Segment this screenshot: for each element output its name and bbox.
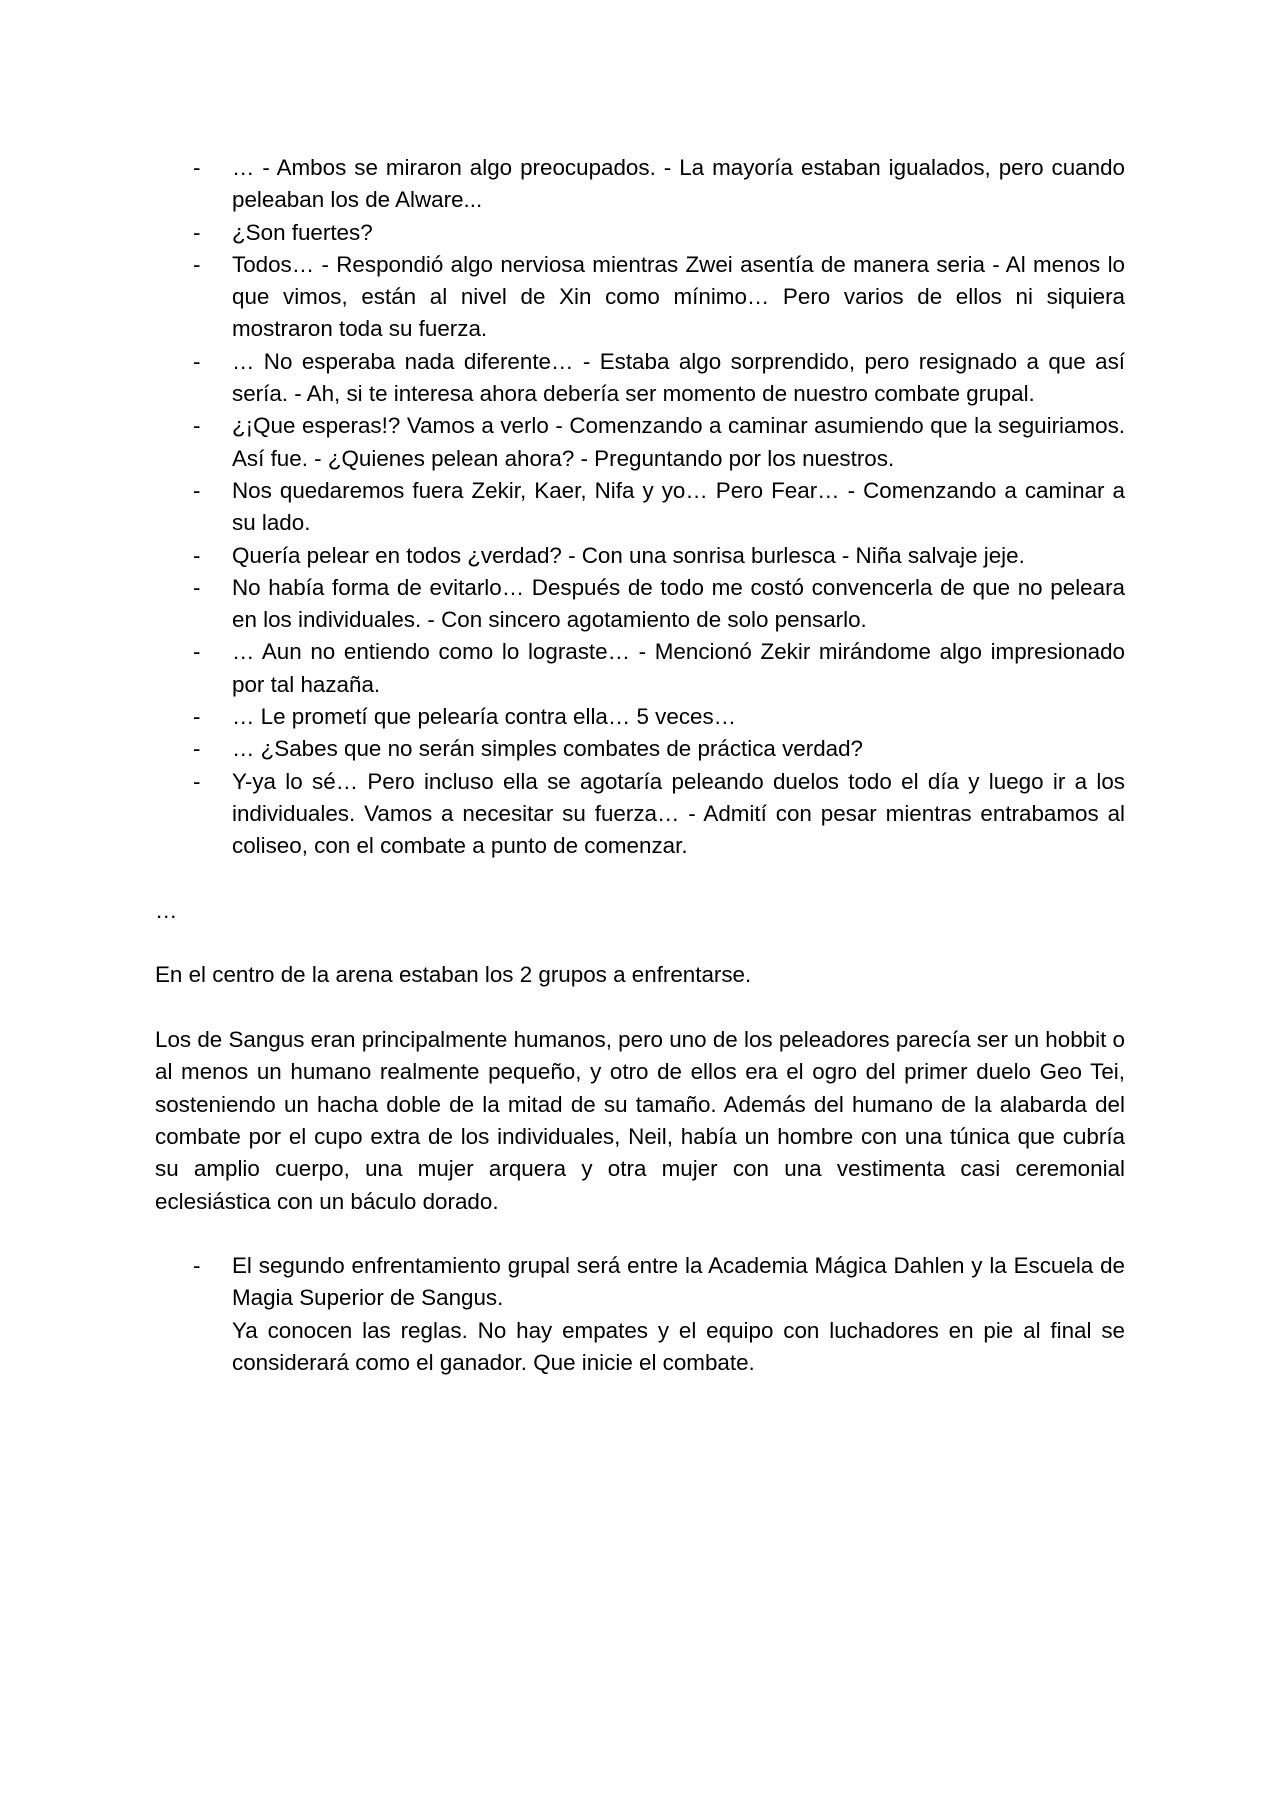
bullet-dash: -: [193, 251, 201, 277]
dialogue-line: [155, 766, 1125, 863]
dialogue-line: [155, 152, 1125, 217]
bullet-dash: -: [193, 219, 201, 245]
dialogue-text: Todos… - Respondió algo nerviosa mientras Zwei asentía de manera seria - Al menos lo que vimos, están al nivel de Xin como mínimo… Pero varios de ellos ni siquiera mostraron toda su fuerza.: [232, 251, 1125, 342]
blank-line: [155, 992, 1125, 1024]
dialogue-text: ¿Son fuertes?: [232, 219, 373, 245]
dialogue-line: [155, 572, 1125, 637]
bullet-dash: -: [193, 542, 201, 568]
scene-separator: …: [155, 897, 178, 923]
announcement-line: [155, 1250, 1125, 1379]
bullet-dash: -: [193, 768, 201, 794]
bullet-dash: -: [193, 1253, 201, 1279]
dialogue-list: [155, 152, 1125, 863]
bullet-dash: -: [193, 639, 201, 665]
paragraph-arena: En el centro de la arena estaban los 2 grupos a enfrentarse.: [155, 962, 752, 988]
dialogue-text: Y-ya lo sé… Pero incluso ella se agotaría peleando duelos todo el día y luego ir a los individuales. Vamos a necesitar su fuerza… - Admití con pesar mientras entrabamos al coliseo, con el combate a punto de comenzar.: [232, 768, 1125, 859]
dialogue-line: [155, 249, 1125, 346]
bullet-dash: -: [193, 477, 201, 503]
dialogue-line: [155, 410, 1125, 475]
blank-line: [155, 927, 1125, 959]
bullet-dash: -: [193, 155, 201, 180]
dialogue-text: … ¿Sabes que no serán simples combates de práctica verdad?: [232, 736, 864, 762]
dialogue-text: … - Ambos se miraron algo preocupados. - La mayoría estaban igualados, pero cuando peleaban los de Alware...: [232, 155, 1125, 213]
dialogue-text: Quería pelear en todos ¿verdad? - Con una sonrisa burlesca - Niña salvaje jeje.: [232, 542, 1025, 568]
document-page: [155, 152, 1125, 1379]
dialogue-line: [155, 733, 1125, 765]
dialogue-line: [155, 475, 1125, 540]
dialogue-line: [155, 346, 1125, 411]
dialogue-text: … No esperaba nada diferente… - Estaba algo sorprendido, pero resignado a que así sería. - Ah, si te interesa ahora debería ser momento de nuestro combate grupal.: [232, 348, 1125, 407]
blank-line: [155, 1218, 1125, 1250]
announcement-text: Ya conocen las reglas. No hay empates y el equipo con luchadores en pie al final se considerará como el ganador. Que inicie el combate.: [232, 1317, 1125, 1375]
dialogue-text: ¿¡Que esperas!? Vamos a verlo - Comenzando a caminar asumiendo que la seguiriamos. Así fue. - ¿Quienes pelean ahora? - Preguntando por los nuestros.: [232, 413, 1125, 471]
dialogue-text: No había forma de evitarlo… Después de todo me costó convencerla de que no peleara en los individuales. - Con sincero agotamiento de solo pensarlo.: [232, 574, 1125, 633]
bullet-dash: -: [193, 348, 201, 374]
dialogue-text: … Aun no entiendo como lo lograste… - Mencionó Zekir mirándome algo impresionado por tal hazaña.: [232, 639, 1125, 697]
dialogue-line: [155, 701, 1125, 733]
bullet-dash: -: [193, 704, 201, 730]
blank-line: [155, 863, 1125, 895]
announcement-text: El segundo enfrentamiento grupal será entre la Academia Mágica Dahlen y la Escuela de Magia Superior de Sangus.: [232, 1253, 1125, 1311]
dialogue-line: [155, 217, 1125, 249]
paragraph-sangus: Los de Sangus eran principalmente humanos, pero uno de los peleadores parecía ser un hobbit o al menos un humano realmente pequeño, y otro de ellos era el ogro del primer duelo Geo Tei, sosteniendo un hacha doble de la mitad de su tamaño. Además del humano de la alabarda del combate por el cupo extra de los individuales, Neil, había un hombre con una túnica que cubría su amplio cuerpo, una mujer arquera y otra mujer con una vestimenta casi ceremonial eclesiástica con un báculo dorado.: [155, 1027, 1125, 1214]
bullet-dash: -: [193, 736, 201, 762]
announcement-list: [155, 1250, 1125, 1379]
dialogue-text: … Le prometí que pelearía contra ella… 5 veces…: [232, 704, 737, 730]
bullet-dash: -: [193, 574, 201, 600]
bullet-dash: -: [193, 413, 201, 439]
dialogue-line: [155, 636, 1125, 701]
dialogue-line: [155, 540, 1125, 572]
dialogue-text: Nos quedaremos fuera Zekir, Kaer, Nifa y yo… Pero Fear… - Comenzando a caminar a su lado.: [232, 477, 1125, 536]
